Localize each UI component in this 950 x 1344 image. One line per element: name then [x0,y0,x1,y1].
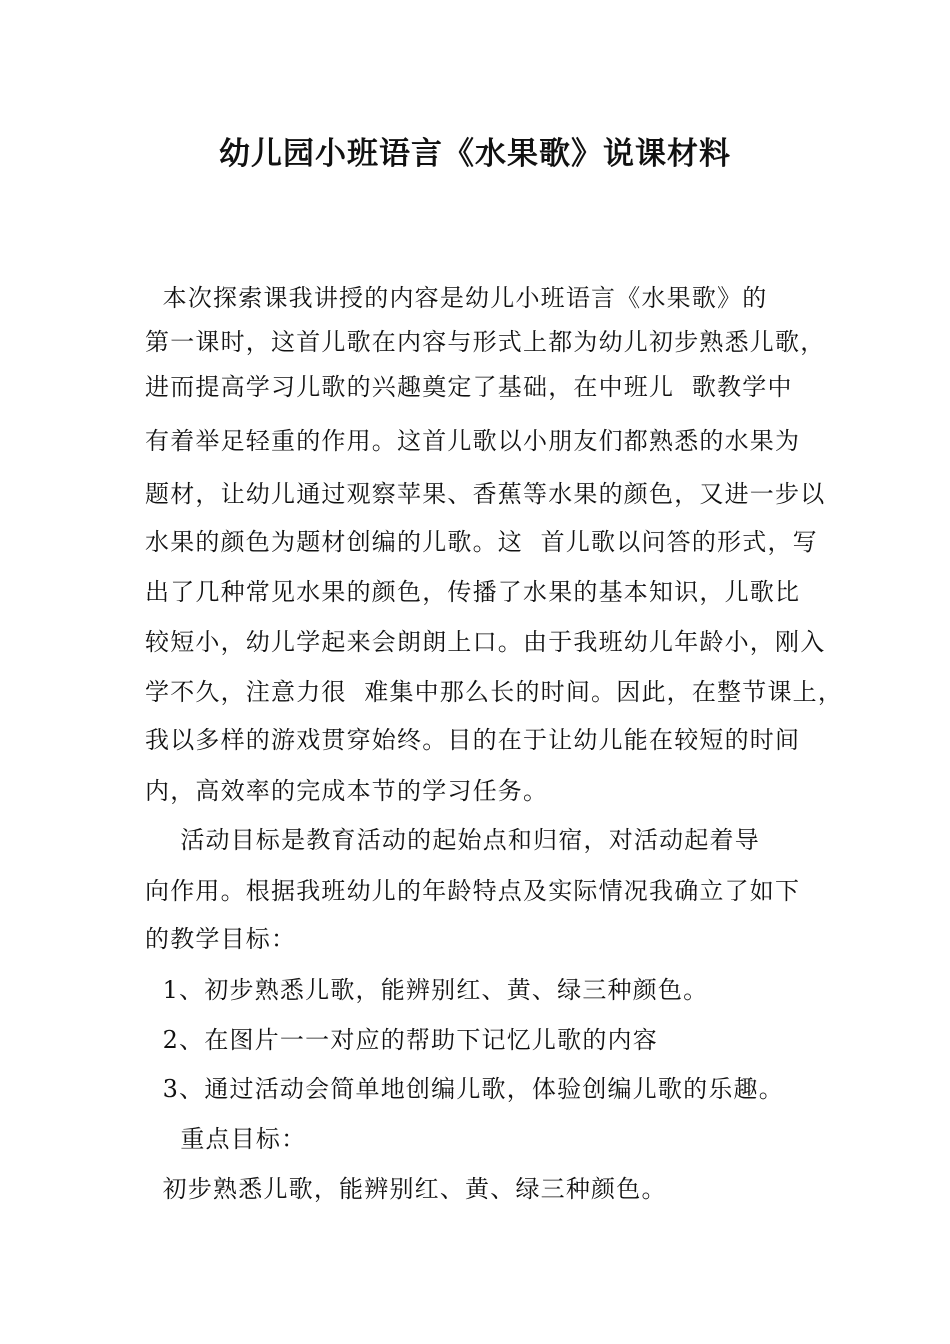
paragraph-line: 题材，让幼儿通过观察苹果、香蕉等水果的颜色，又进一步以 [145,480,826,508]
paragraph-line: 水果的颜色为题材创编的儿歌。这 首儿歌以问答的形式，写 [145,528,818,556]
paragraph-line: 出了几种常见水果的颜色，传播了水果的基本知识，儿歌比 [145,578,801,606]
paragraph-line: 的教学目标： [145,925,297,953]
paragraph-line: 学不久，注意力很 难集中那么长的时间。因此，在整节课上， [145,678,844,706]
paragraph-line: 第一课时，这首儿歌在内容与形式上都为幼儿初步熟悉儿歌， [145,328,826,356]
paragraph-line: 内，高效率的完成本节的学习任务。 [145,777,549,805]
key-objective-text: 初步熟悉儿歌，能辨别红、黄、绿三种颜色。 [145,1175,667,1203]
paragraph-line: 有着举足轻重的作用。这首儿歌以小朋友们都熟悉的水果为 [145,427,801,455]
objective-item: 3、通过活动会简单地创编儿歌，体验创编儿歌的乐趣。 [145,1075,784,1103]
paragraph-line: 我以多样的游戏贯穿始终。目的在于让幼儿能在较短的时间 [145,726,801,754]
objective-item: 2、在图片一一对应的帮助下记忆儿歌的内容 [145,1026,658,1054]
document-title: 幼儿园小班语言《水果歌》说课材料 [219,136,731,172]
paragraph-line: 本次探索课我讲授的内容是幼儿小班语言《水果歌》的 [145,284,768,312]
paragraph-line: 较短小，幼儿学起来会朗朗上口。由于我班幼儿年龄小，刚入 [145,628,826,656]
paragraph-line: 活动目标是教育活动的起始点和归宿，对活动起着导 [145,826,760,854]
paragraph-line: 向作用。根据我班幼儿的年龄特点及实际情况我确立了如下 [145,877,801,905]
paragraph-line: 进而提高学习儿歌的兴趣奠定了基础，在中班儿 歌教学中 [145,373,793,401]
objective-item: 1、初步熟悉儿歌，能辨别红、黄、绿三种颜色。 [145,976,709,1004]
key-objective-heading: 重点目标： [145,1125,307,1153]
